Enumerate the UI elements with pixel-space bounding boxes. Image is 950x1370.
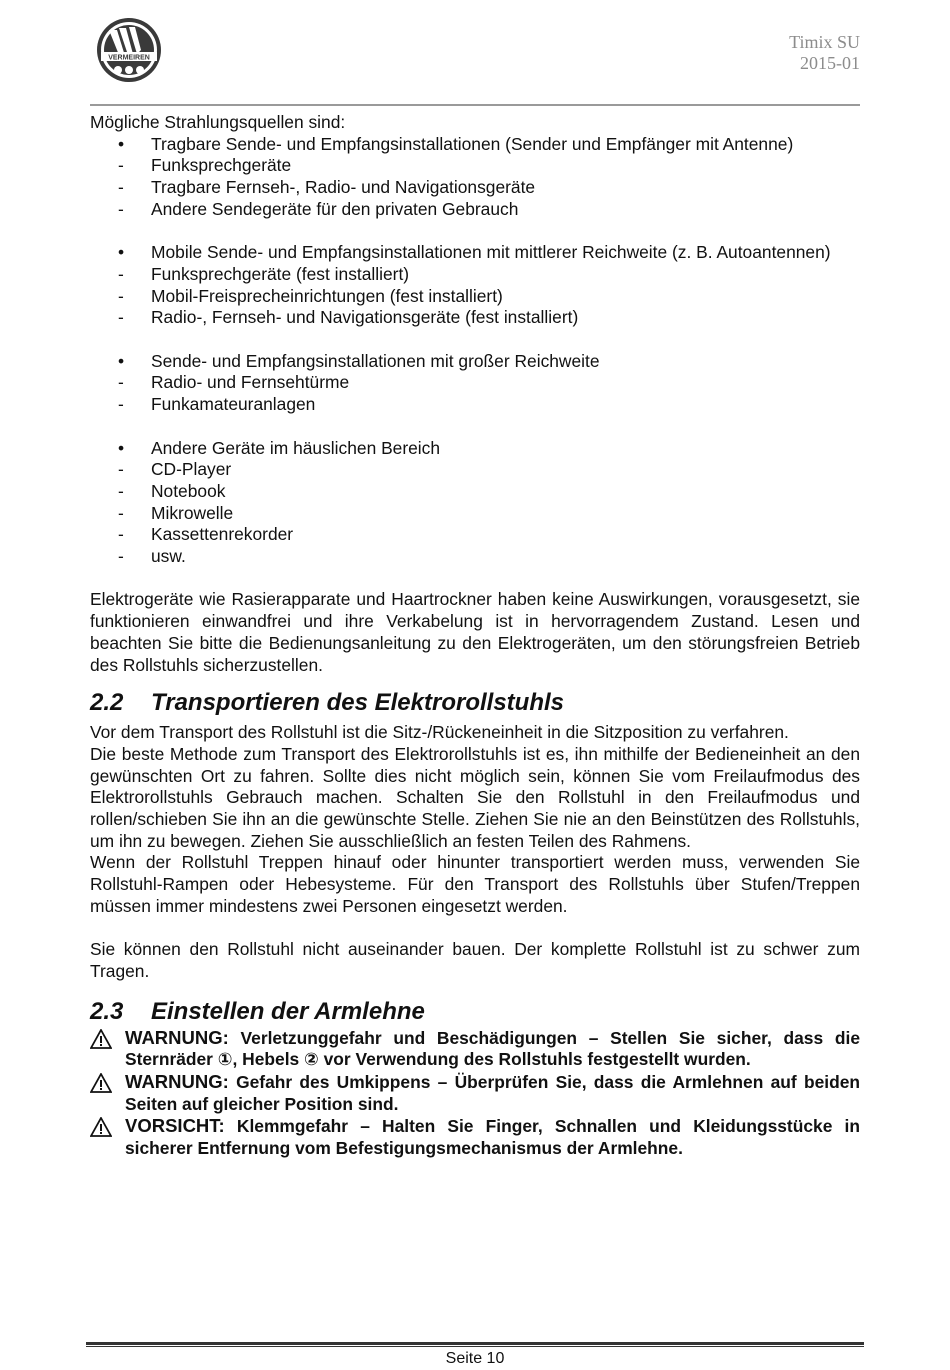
warning-text: Gefahr des Umkippens – Überprüfen Sie, dass die Armlehnen auf beiden Seiten auf gleicher Position sind. — [125, 1072, 860, 1114]
warning-2 — [90, 1071, 860, 1115]
dash-item — [90, 199, 860, 221]
dash-text: Andere Sendegeräte für den privaten Gebrauch — [151, 198, 519, 219]
dash-text: Funksprechgeräte — [151, 155, 292, 176]
dash-icon: - — [118, 502, 124, 523]
dash-item — [90, 459, 860, 481]
dash-icon: - — [118, 524, 124, 545]
bullet-text: Andere Geräte im häuslichen Bereich — [151, 437, 441, 458]
group-4 — [90, 438, 860, 568]
warning-triangle-icon — [90, 1073, 112, 1093]
bullet-icon: • — [118, 437, 125, 458]
dash-icon: - — [118, 394, 124, 415]
dash-icon: - — [118, 285, 124, 306]
logo-wordmark: VERMEIREN — [108, 54, 150, 62]
dash-item — [90, 546, 860, 568]
footer-divider — [86, 1342, 864, 1347]
dash-text: Funkamateuranlagen — [151, 394, 316, 415]
section-heading-2-3 — [90, 997, 860, 1027]
dash-icon: - — [118, 546, 124, 567]
dash-text: Kassettenrekorder — [151, 524, 294, 545]
page-content — [90, 112, 860, 1160]
dash-item — [90, 286, 860, 308]
warning-text: Verletzunggefahr und Beschädigungen – Stellen Sie sicher, dass die Sternräder ①, Hebels ② vor Verwendung des Rollstuhls festgestellt wurden. — [125, 1027, 860, 1070]
dash-text: Mikrowelle — [151, 502, 234, 523]
dash-item — [90, 177, 860, 199]
section-number: 2.3 — [90, 997, 124, 1025]
dash-icon: - — [118, 459, 124, 480]
header-meta — [789, 32, 860, 74]
caution-keyword: VORSICHT: — [125, 1115, 225, 1137]
dash-item — [90, 481, 860, 503]
dash-text: Notebook — [151, 480, 226, 501]
transport-paragraph-1: Die beste Methode zum Transport des Elektrorollstuhls ist es, ihn mithilfe der Bedieneinheit an den gewünschten Ort zu fahren. Sollte dies nicht möglich sein, können Sie vom Freilaufmodus des Elektrorollstuhls Gebrauch machen. Schalten Sie den Rollstuhl in den Freilaufmodus und rollen/schieben Sie ihn an die gewünschte Stelle. Ziehen Sie nie an den Beinstützen des Rollstuhls, um ihn zu bewegen. Ziehen Sie ausschließlich an festen Teilen des Rahmens. — [90, 743, 860, 851]
dash-text: usw. — [151, 546, 186, 567]
dash-item — [90, 394, 860, 416]
dash-text: Radio- und Fernsehtürme — [151, 372, 350, 393]
dash-icon: - — [118, 263, 124, 284]
header-divider — [90, 104, 860, 106]
transport-paragraph-2: Wenn der Rollstuhl Treppen hinauf oder hinunter transportiert werden muss, verwenden Sie Rollstuhl-Rampen oder Hebesysteme. Für den Transport des Rollstuhls über Stufen/Treppen müssen immer mindestens zwei Personen eingesetzt werden. — [90, 852, 860, 916]
dash-icon: - — [118, 177, 124, 198]
dash-item — [90, 503, 860, 525]
dash-item — [90, 264, 860, 286]
doc-date: 2015-01 — [800, 53, 860, 73]
bullet-item — [90, 134, 860, 156]
bullet-text: Tragbare Sende- und Empfangsinstallationen (Sender und Empfänger mit Antenne) — [151, 133, 794, 154]
bullet-item — [90, 242, 860, 264]
group-1 — [90, 134, 860, 221]
group-3 — [90, 351, 860, 416]
dash-item — [90, 155, 860, 177]
section-heading-2-2 — [90, 688, 860, 718]
warning-keyword: WARNUNG: — [125, 1026, 229, 1048]
bullet-item — [90, 438, 860, 460]
dash-item — [90, 524, 860, 546]
dash-icon: - — [118, 155, 124, 176]
model-name: Timix SU — [789, 32, 860, 52]
warning-keyword: WARNUNG: — [125, 1071, 229, 1093]
page-number: Seite 10 — [445, 1350, 505, 1367]
section-title: Einstellen der Armlehne — [151, 997, 425, 1025]
bullet-icon: • — [118, 133, 125, 154]
bullet-text: Mobile Sende- und Empfangsinstallationen mit mittlerer Reichweite (z. B. Autoantennen) — [151, 242, 831, 263]
caution-1 — [90, 1115, 860, 1159]
bullet-item — [90, 351, 860, 373]
group-2 — [90, 242, 860, 329]
dash-icon: - — [118, 198, 124, 219]
dash-icon: - — [118, 307, 124, 328]
warning-triangle-icon — [90, 1117, 112, 1137]
dash-item — [90, 372, 860, 394]
caution-text: Klemmgefahr – Halten Sie Finger, Schnallen und Kleidungsstücke in sicherer Entfernung vom Befestigungsmechanismus der Armlehne. — [125, 1116, 860, 1159]
dash-item — [90, 307, 860, 329]
dash-icon: - — [118, 372, 124, 393]
bullet-text: Sende- und Empfangsinstallationen mit großer Reichweite — [151, 350, 600, 371]
vermeiren-logo — [95, 16, 163, 88]
transport-line: Vor dem Transport des Rollstuhl ist die Sitz-/Rückeneinheit in die Sitzposition zu verfahren. — [90, 722, 789, 743]
dash-text: CD-Player — [151, 459, 232, 480]
dash-text: Tragbare Fernseh-, Radio- und Navigationsgeräte — [151, 177, 536, 198]
section-number: 2.2 — [90, 689, 124, 717]
warning-triangle-icon — [90, 1029, 112, 1049]
dash-text: Radio-, Fernseh- und Navigationsgeräte (fest installiert) — [151, 307, 579, 328]
dash-text: Mobil-Freisprecheinrichtungen (fest installiert) — [151, 285, 503, 306]
dash-text: Funksprechgeräte (fest installiert) — [151, 263, 410, 284]
intro-line: Mögliche Strahlungsquellen sind: — [90, 112, 346, 132]
paragraph-elektrogeraete: Elektrogeräte wie Rasierapparate und Haartrockner haben keine Auswirkungen, vorausgesetzt, sie funktionieren einwandfrei und ihre Verkabelung ist in hervorragendem Zustand. Lesen und beachten Sie bitte die Bedienungsanleitung zu den Elektrogeräten, um den störungsfreien Betrieb des Rollstuhls sicherzustellen. — [90, 589, 860, 675]
bullet-icon: • — [118, 242, 125, 263]
section-title: Transportieren des Elektrorollstuhls — [151, 689, 565, 717]
warning-1 — [90, 1027, 860, 1071]
transport-paragraph-3: Sie können den Rollstuhl nicht auseinander bauen. Der komplette Rollstuhl ist zu schwer zum Tragen. — [90, 939, 860, 981]
dash-icon: - — [118, 480, 124, 501]
bullet-icon: • — [118, 350, 125, 371]
